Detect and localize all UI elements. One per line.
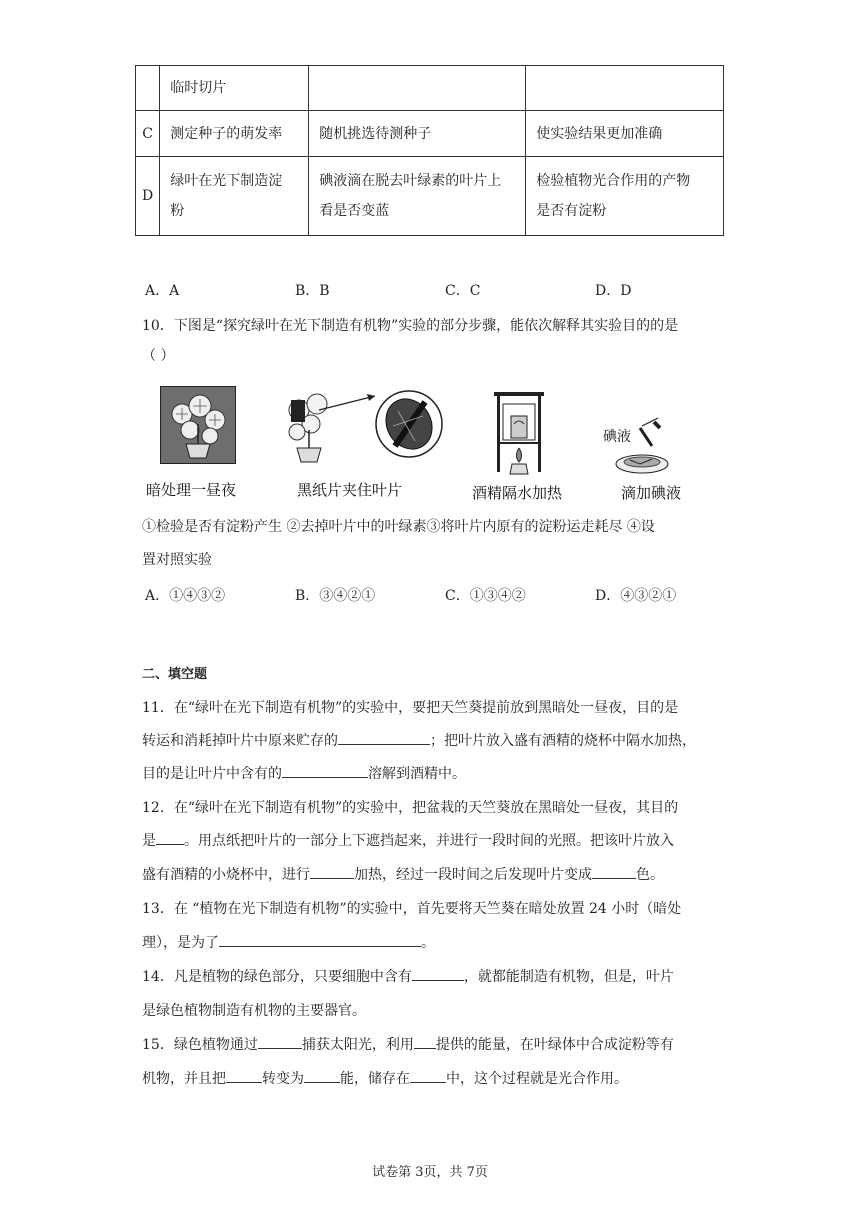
cell-line: 是否有淀粉 [536,203,607,219]
q15-text: 能，储存在 [340,1071,410,1087]
answer-blank[interactable] [412,966,464,981]
table-row [136,111,724,157]
q12-line1: 12．在“绿叶在光下制造有机物”的实验中，把盆栽的天竺葵放在黑暗处一昼夜，其目的 [142,800,679,816]
water-bath-figure [492,390,546,478]
q10-stem: 10．下图是“探究绿叶在光下制造有机物”实验的部分步骤，能依次解释其实验目的的是 [142,318,679,334]
fig-label-dark-treatment: 暗处理一昼夜 [146,481,237,499]
cell-line: 粉 [170,203,185,219]
q12-text: 。用点纸把叶片的一部分上下遮挡起来，并进行一段时间的光照。把该叶片放入 [184,833,674,849]
q13-text: 理），是为了 [142,935,219,951]
cell-purpose [526,66,724,111]
q9-option-a[interactable]: A．A [145,283,180,299]
cell-experiment: 临时切片 [160,66,309,111]
q9-option-d[interactable]: D．D [595,283,632,299]
q11-text: 溶解到酒精中。 [368,766,466,782]
answer-blank[interactable] [219,932,421,947]
q11-text: 目的是让叶片中含有的 [142,766,282,782]
q10-option-b[interactable]: B．③④②① [295,588,376,604]
q14-line1 [142,966,674,986]
answer-blank[interactable] [258,1034,302,1049]
cell-operation [309,66,526,111]
q15-text: 15．绿色植物通过 [142,1037,258,1053]
q15-line2 [142,1068,628,1088]
q10-explanations-cont: 置对照实验 [142,552,212,568]
q12-line2 [142,830,674,850]
cell-experiment [160,157,309,236]
cell-line: 检验植物光合作用的产物 [536,173,691,189]
cell-purpose [526,157,724,236]
fig-label-black-paper: 黑纸片夹住叶片 [297,481,403,499]
cell-line: 看是否变蓝 [319,203,390,219]
q12-text: 是 [142,833,156,849]
q15-line1 [142,1034,674,1054]
iodine-drop-figure [612,416,674,478]
q13-line1: 13．在 “植物在光下制造有机物”的实验中，首先要将天竺葵在暗处放置 24 小时（暗处 [142,901,682,917]
q15-text: 机物，并且把 [142,1071,226,1087]
row-letter: C [136,111,160,157]
q11-line1: 11．在“绿叶在光下制造有机物”的实验中，要把天竺葵提前放到黑暗处一昼夜，目的是 [142,700,679,716]
q15-text: 中，这个过程就是光合作用。 [446,1071,628,1087]
page-footer: 试卷第 3页，共 7页 [372,1165,488,1180]
q13-text: 。 [421,935,435,951]
q12-text: 色。 [636,867,664,883]
q11-text: 转运和消耗掉叶片中原来贮存的 [142,733,338,749]
q10-answer-bracket: （ ） [142,348,175,364]
q12-text: 盛有酒精的小烧杯中，进行 [142,867,310,883]
q14-line2: 是绿色植物制造有机物的主要器官。 [142,1003,366,1019]
cell-experiment: 测定种子的萌发率 [160,111,309,157]
table-row [136,157,724,236]
q15-text: 转变为 [262,1071,304,1087]
q10-explanations: ①检验是否有淀粉产生 ②去掉叶片中的叶绿素③将叶片内原有的淀粉运走耗尽 ④设 [142,519,655,535]
answer-blank[interactable] [310,864,354,879]
section-title: 二、填空题 [142,667,208,682]
q9-option-c[interactable]: C．C [445,283,481,299]
answer-blank[interactable] [338,730,430,745]
black-paper-figure [283,386,445,470]
q13-line2 [142,932,435,952]
q14-text: ，就都能制造有机物，但是，叶片 [463,969,674,985]
cell-purpose: 使实验结果更加准确 [526,111,724,157]
answer-blank[interactable] [156,830,184,845]
fig-label-water-bath: 酒精隔水加热 [472,484,563,502]
row-letter: D [136,157,160,236]
answer-blank[interactable] [592,864,636,879]
cell-operation [309,157,526,236]
q11-text: ；把叶片放入盛有酒精的烧杯中隔水加热， [430,733,696,749]
q9-option-b[interactable]: B．B [295,283,330,299]
answer-blank[interactable] [410,1068,446,1083]
answer-blank[interactable] [304,1068,340,1083]
q10-option-d[interactable]: D．④③②① [595,588,677,604]
q15-text: 捕获太阳光，利用 [301,1037,414,1053]
q11-line2 [142,730,696,750]
q12-text: 加热，经过一段时间之后发现叶片变成 [354,867,592,883]
cell-line: 碘液滴在脱去叶绿素的叶片上 [319,173,502,189]
cell-operation: 随机挑选待测种子 [309,111,526,157]
dark-treatment-figure [160,386,236,464]
table-row [136,66,724,111]
q11-line3 [142,763,466,783]
cell-line: 绿叶在光下制造淀 [170,173,283,189]
answer-blank[interactable] [226,1068,262,1083]
iodine-reagent-label: 碘液 [603,429,631,445]
q14-text: 14．凡是植物的绿色部分，只要细胞中含有 [142,969,412,985]
q10-option-c[interactable]: C．①③④② [445,588,526,604]
fig-label-iodine: 滴加碘液 [621,484,682,502]
answer-blank[interactable] [282,763,368,778]
q15-text: 提供的能量，在叶绿体中合成淀粉等有 [435,1037,674,1053]
row-letter [136,66,160,111]
answer-blank[interactable] [414,1034,436,1049]
q10-option-a[interactable]: A．①④③② [145,588,226,604]
q9-options-table [135,65,724,236]
q12-line3 [142,864,664,884]
